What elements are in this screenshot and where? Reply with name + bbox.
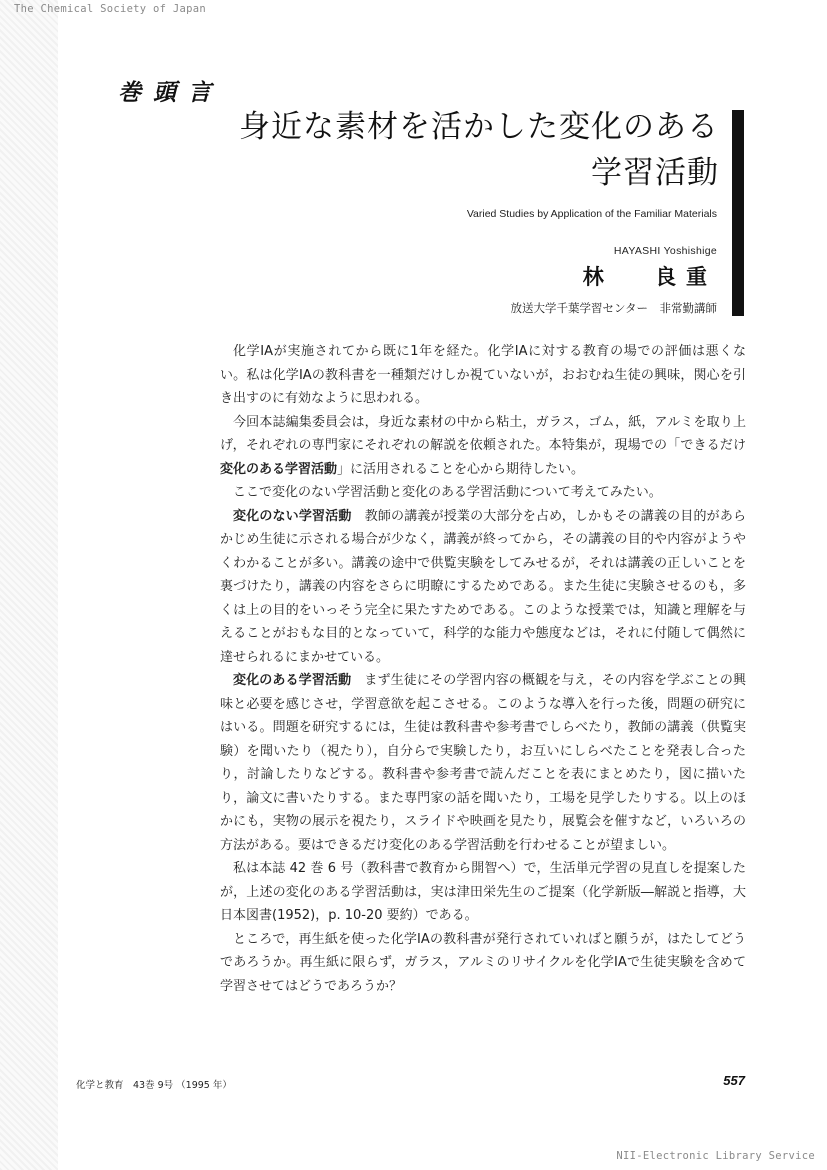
emphasis-term: 変化のある学習活動 <box>220 461 338 477</box>
paragraph-text: 」に活用されることを心から期待したい。 <box>337 461 585 477</box>
paragraph-text: 今回本誌編集委員会は，身近な素材の中から粘土，ガラス，ゴム，紙，アルミを取り上げ，それぞれの専門家にそれぞれの解説を依頼された。本特集が，現場での「できるだけ <box>220 414 746 453</box>
paragraph <box>220 669 746 857</box>
paragraph <box>220 505 746 670</box>
article-title <box>239 104 719 196</box>
author-name-jp: 林 良重 <box>582 264 717 289</box>
paragraph: 化学IAが実施されてから既に1年を経た。化学IAに対する教育の場での評価は悪くない。私は化学IAの教科書を一種類だけしか視ていないが，おおむね生徒の興味，関心を引き出すのに有効なように思われる。 <box>220 344 746 406</box>
society-watermark: The Chemical Society of Japan <box>14 3 207 15</box>
scan-margin-stripe <box>0 0 58 1170</box>
paragraph-text: 教師の講義が授業の大部分を占め，しかもその講義の目的があらかじめ生徒に示される場合が少なく，講義が終ってから，その講義の目的や内容がようやくわかることが多い。講義の途中で供覧実験をしてみせるが，それは講義の正しいことを裏づけたり，講義の内容をさらに明瞭にするためである。また生徒に実験させるのも，多くは上の目的をいっそう完全に果たすためである。このような授業では，知識と理解を与えることがおもな目的となっていて，科学的な能力や態度などは，それに付随して偶然に達せられるにまかせている。 <box>220 508 746 665</box>
title-accent-bar <box>732 110 744 316</box>
paragraph: ここで変化のない学習活動と変化のある学習活動について考えてみたい。 <box>233 485 662 500</box>
author-name-en: HAYASHI Yoshishige <box>613 245 717 257</box>
section-label: 巻頭言 <box>118 79 223 106</box>
page-number: 557 <box>723 1073 745 1088</box>
title-line-1: 身近な素材を活かした変化のある <box>239 109 719 145</box>
library-service-watermark: NII-Electronic Library Service <box>616 1150 815 1162</box>
paragraph: ところで，再生紙を使った化学IAの教科書が発行されていればと願うが，はたしてどうであろうか。再生紙に限らず，ガラス，アルミのリサイクルを化学IAで生徒実験を含めて学習させてはどうであろうか？ <box>220 931 746 994</box>
journal-citation: 化学と教育 43巻 9号 （1995 年） <box>76 1080 232 1091</box>
paragraph <box>220 411 746 482</box>
title-line-2: 学習活動 <box>591 155 719 191</box>
subsection-heading: 変化のない学習活動 <box>233 508 352 524</box>
author-affiliation: 放送大学千葉学習センター 非常勤講師 <box>510 301 717 315</box>
english-title: Varied Studies by Application of the Familiar Materials <box>466 208 717 220</box>
paragraph-text: まず生徒にその学習内容の概観を与え，その内容を学ぶことの興味と必要を感じさせ，学習意欲を起こさせる。このような導入を行った後，問題の研究にはいる。問題を研究するには，生徒は教科書や参考書でしらべたり，教師の講義（供覧実験）を聞いたり（視たり），自分らで実験したり，お互いにしらべたことを発表し合ったり，討論したりなどする。教科書や参考書で読んだことを表にまとめたり，図に描いたり，論文に書いたりする。また専門家の話を聞いたり，工場を見学したりする。以上のほかにも，実物の展示を視たり，スライドや映画を見たり，展覧会を催すなど，いろいろの方法がある。要はできるだけ変化のある学習活動を行わせることが望ましい。 <box>220 673 746 853</box>
article-body <box>220 340 746 998</box>
paragraph: 私は本誌 42 巻 6 号（教科書で教育から開智へ）で，生活単元学習の見直しを提案したが，上述の変化のある学習活動は，実は津田栄先生のご提案（化学新版―解説と指導，大日本図書(1952)，p. 10-20 要約）である。 <box>220 861 746 923</box>
subsection-heading: 変化のある学習活動 <box>233 673 352 688</box>
